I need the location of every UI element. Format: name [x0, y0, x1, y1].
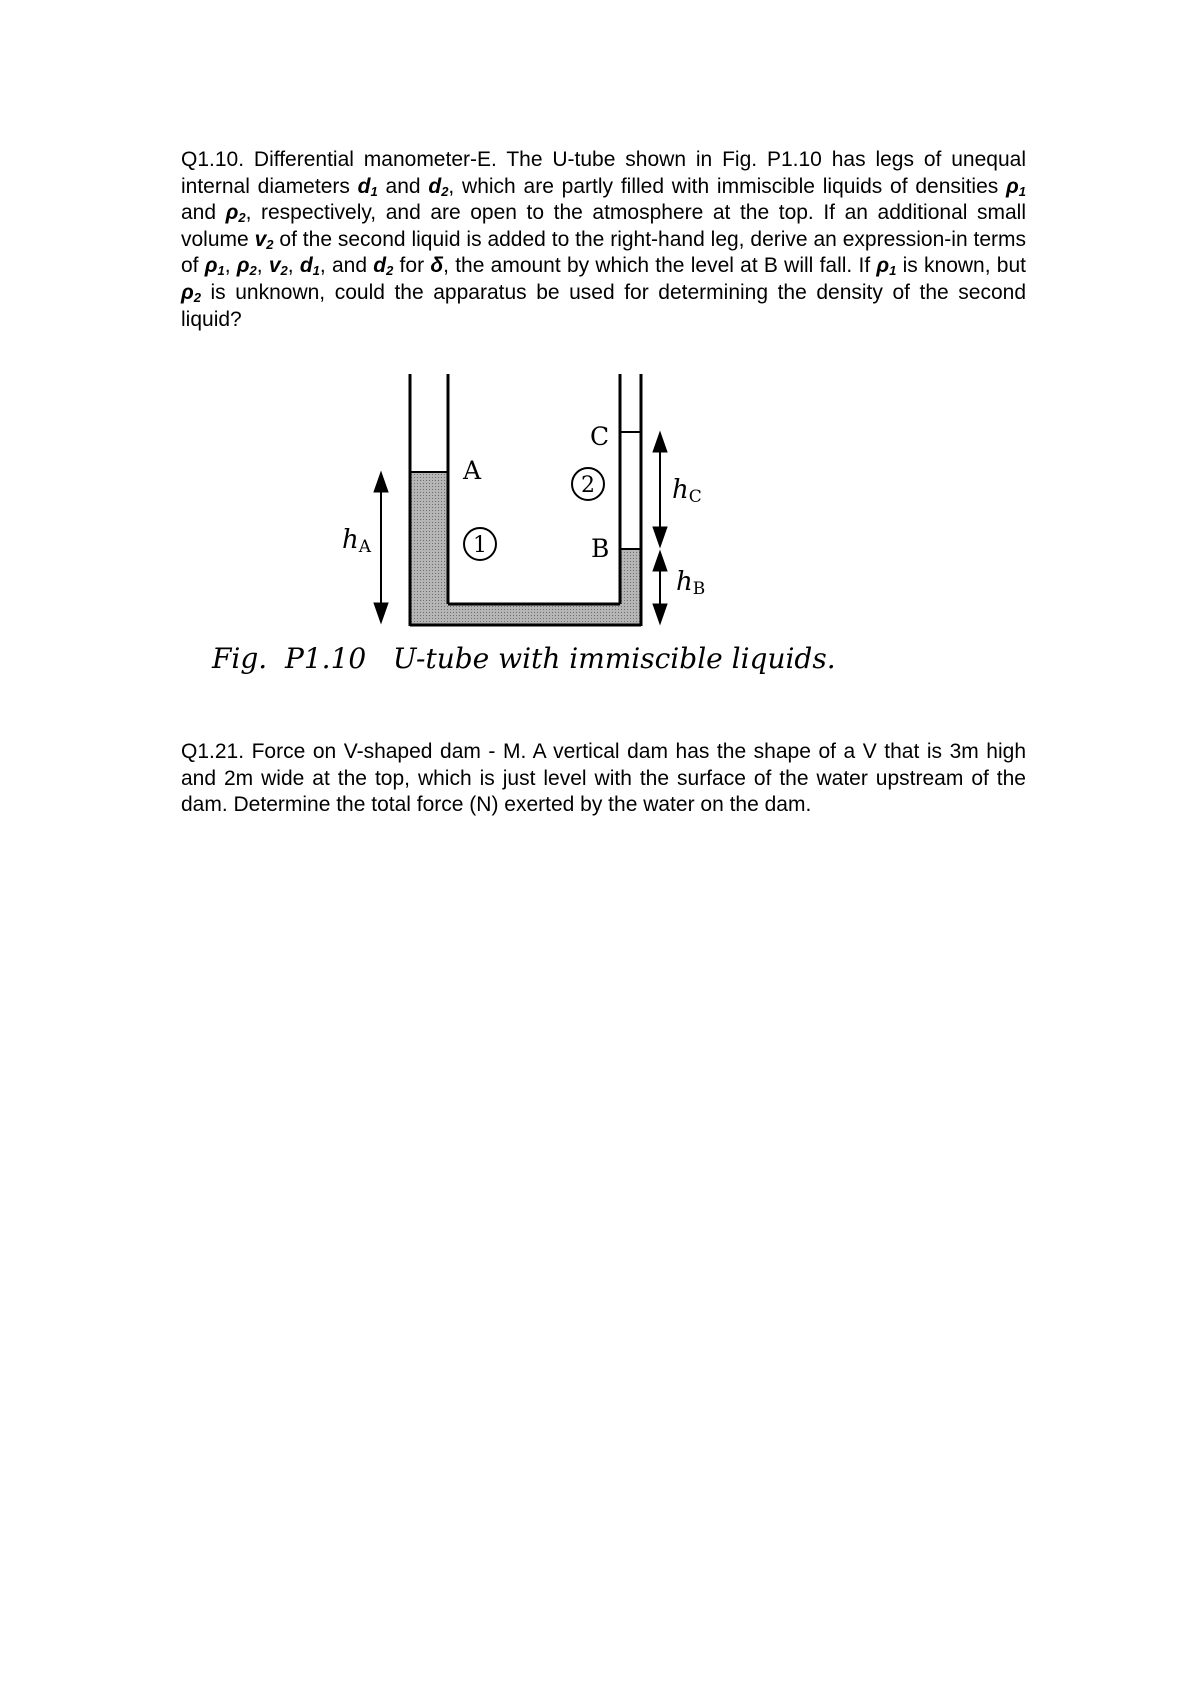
- label-b: B: [591, 534, 610, 563]
- var-rho2-unknown: $\rho_2$: [181, 280, 201, 305]
- label-hb: hB: [676, 567, 706, 599]
- var-rho1: $\rho_1$: [1006, 174, 1026, 199]
- arrow-hc: [653, 432, 667, 547]
- q110-text-1: Q1.10. Differential manometer-E. The U-tube shown in Fig. P1.10 has legs of unequal internal diameters: [181, 148, 1026, 198]
- label-c: C: [590, 422, 610, 451]
- arrow-ha: [374, 472, 388, 623]
- var-rho2-terms: $\rho_2$: [236, 254, 257, 279]
- var-d2-terms: $d_2$: [373, 254, 394, 279]
- liquid-2-number: 2: [581, 473, 595, 498]
- var-d1: $d_1$: [357, 174, 378, 199]
- label-hc: hC: [672, 475, 702, 507]
- var-delta: δ: [430, 254, 444, 278]
- question-q1-10: Q1.10. Differential manometer-E. The U-tube shown in Fig. P1.10 has legs of unequal internal diameters $d_1$ and $d_2$, which are partly filled with immiscible liquids of densities $\rho_1$ and $\rho_2$, respectively, and are open to the atmosphere at the top. If an additional small volume $v_2$ of the second liquid is added to the right-hand leg, derive an expression-in terms of $\rho_1$, $\rho_2$, $v_2$, $d_1$, and $d_2$ for δ, the amount by which the level at B will fall. If $\rho_1$ is known, but $\rho_2$ is unknown, could the apparatus be used for determining the density of the second liquid?: [181, 148, 1027, 331]
- u-tube-figure: [0, 0, 1200, 700]
- var-v2-terms: $v_2$: [268, 254, 288, 279]
- var-rho1-known: $\rho_1$: [876, 254, 897, 279]
- q110-text-3: , respectively, and are open to the atmosphere at the top. If an additional small volume: [181, 201, 1026, 251]
- q110-text-2: , which are partly filled with immiscible liquids of densities: [448, 174, 1007, 198]
- label-ha: hA: [342, 525, 372, 557]
- q110-text-4: of the second liquid is added to the right-hand leg, derive an expression-in terms of: [181, 227, 1027, 278]
- var-v2: $v_2$: [254, 227, 274, 252]
- var-rho2: $\rho_2$: [225, 201, 246, 226]
- label-a: A: [463, 456, 482, 485]
- q110-text-6: , the amount by which the level at B will fall. If: [443, 254, 877, 278]
- var-rho1-terms: $\rho_1$: [204, 254, 225, 279]
- liquid-1-number: 1: [473, 533, 487, 558]
- question-q1-21: Q1.21. Force on V-shaped dam - M. A vertical dam has the shape of a V that is 3m high and 2m wide at the top, which is just level with the surface of the water upstream of the dam. Determine the total force (N) exerted by the water on the dam.: [181, 740, 1026, 817]
- figure-caption: Fig. P1.10 U-tube with immiscible liquids.: [212, 642, 836, 675]
- arrow-hb: [653, 551, 667, 624]
- var-d1-terms: $d_1$: [299, 254, 320, 279]
- var-d2: $d_2$: [428, 174, 449, 199]
- q110-text-8: is unknown, could the apparatus be used for determining the density of the second liquid?: [181, 280, 1026, 331]
